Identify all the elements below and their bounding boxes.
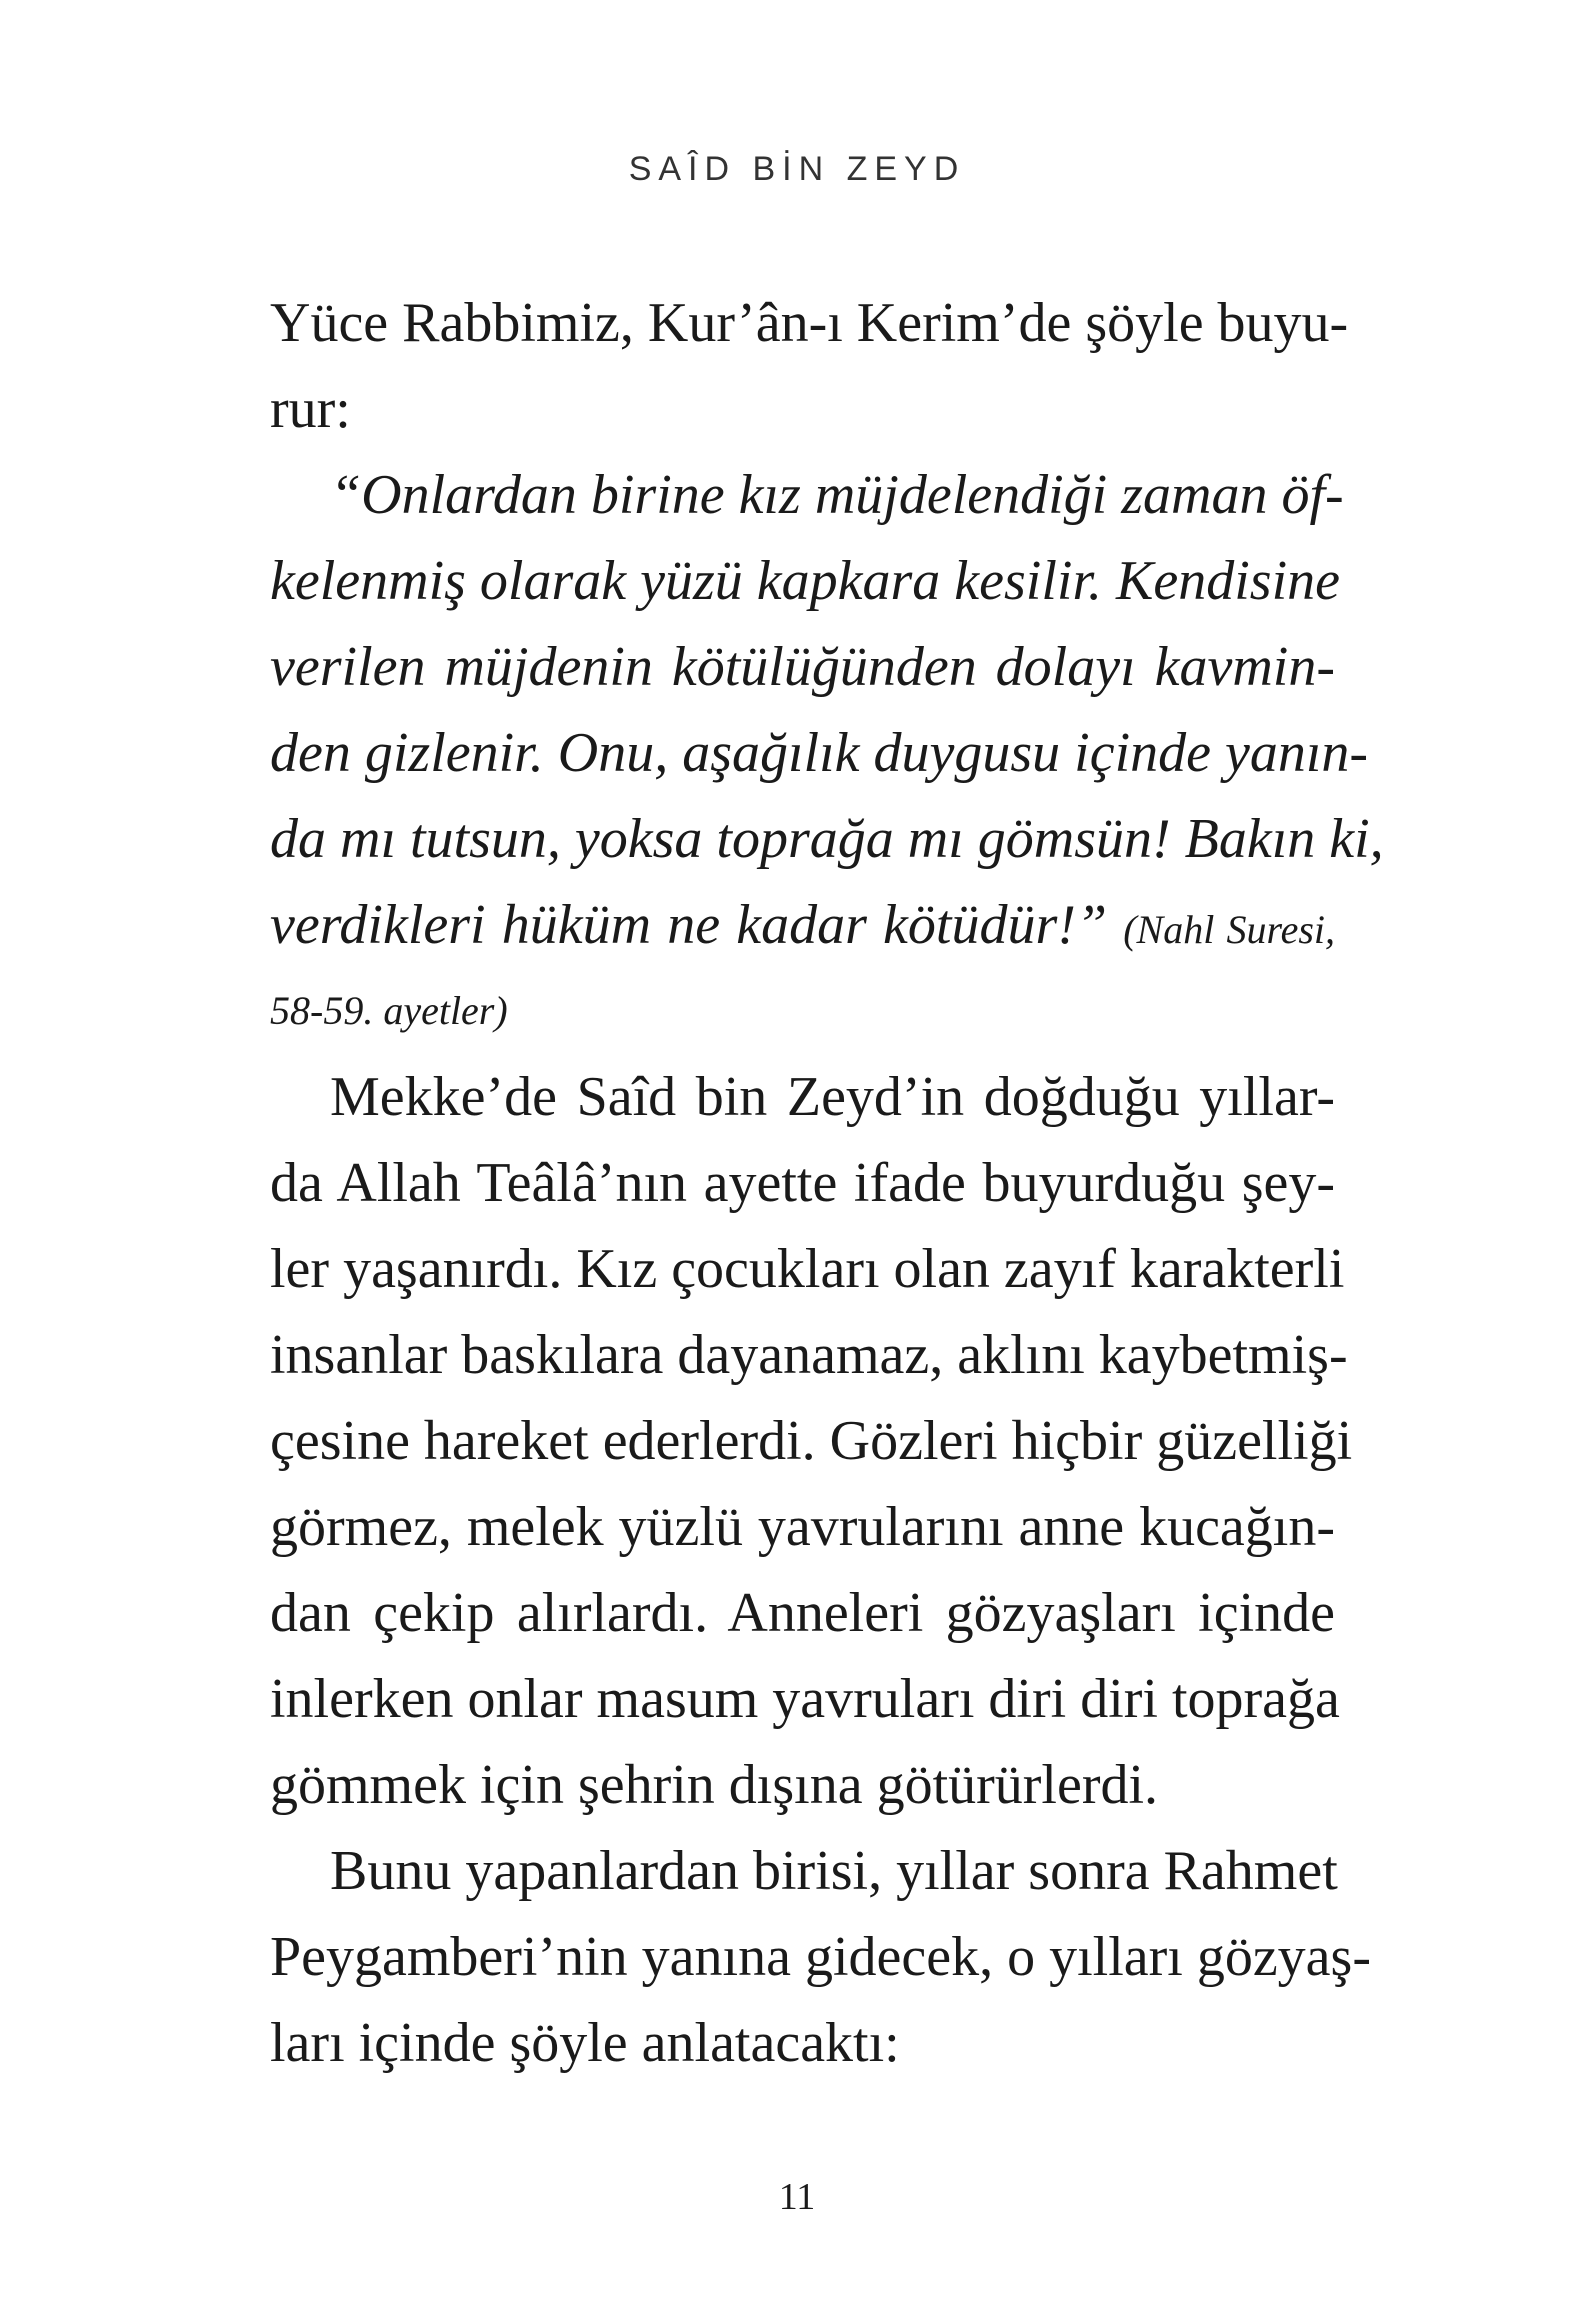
text-line: çesine hareket ederlerdi. Gözleri hiçbir güzelliği [270,1410,1353,1472]
text-line: rur: [270,378,351,440]
paragraph-1 [270,1054,1353,1828]
text-line: dan çekip alırlardı. Anneleri gözyaşları içinde [270,1582,1335,1644]
text-line: inlerken onlar masum yavruları diri diri toprağa [270,1668,1340,1730]
quote-line: den gizlenir. Onu, aşağılık duygusu içinde yanın- [270,722,1369,784]
page-body [270,280,1384,2086]
paragraph-2 [270,1828,1371,2086]
quran-quote [270,452,1384,1054]
quote-line: kelenmiş olarak yüzü kapkara kesilir. Kendisine [270,550,1341,612]
citation: (Nahl Suresi, [1123,907,1336,952]
quote-text: verdikleri hüküm ne kadar kötüdür!” [270,894,1108,956]
citation-continued: 58-59. ayetler) [270,988,508,1033]
text-line: insanlar baskılara dayanamaz, aklını kaybetmiş- [270,1324,1348,1386]
text-line: gömmek için şehrin dışına götürürlerdi. [270,1754,1159,1816]
text-line: Bunu yapanlardan birisi, yıllar sonra Rahmet [330,1840,1338,1902]
text-line: Peygamberi’nin yanına gidecek, o yılları gözyaş- [270,1926,1371,1988]
text-line: görmez, melek yüzlü yavrularını anne kucağın- [270,1496,1335,1558]
text-line: ları içinde şöyle anlatacaktı: [270,2012,900,2074]
quote-line: da mı tutsun, yoksa toprağa mı gömsün! Bakın ki, [270,808,1384,870]
text-line: Mekke’de Saîd bin Zeyd’in doğduğu yıllar- [330,1066,1335,1128]
text-line: ler yaşanırdı. Kız çocukları olan zayıf karakterli [270,1238,1345,1300]
quote-line-with-citation [270,882,1335,968]
intro-paragraph [270,280,1349,452]
text-line: da Allah Teâlâ’nın ayette ifade buyurduğu şey- [270,1152,1335,1214]
quote-line: “Onlardan birine kız müjdelendiği zaman öf- [330,464,1344,526]
text-line: Yüce Rabbimiz, Kur’ân-ı Kerim’de şöyle buyu- [270,292,1349,354]
quote-line: verilen müjdenin kötülüğünden dolayı kavmin- [270,636,1335,698]
running-head-title: SAÎD BİN ZEYD [628,150,966,188]
page-number: 11 [778,2176,816,2218]
